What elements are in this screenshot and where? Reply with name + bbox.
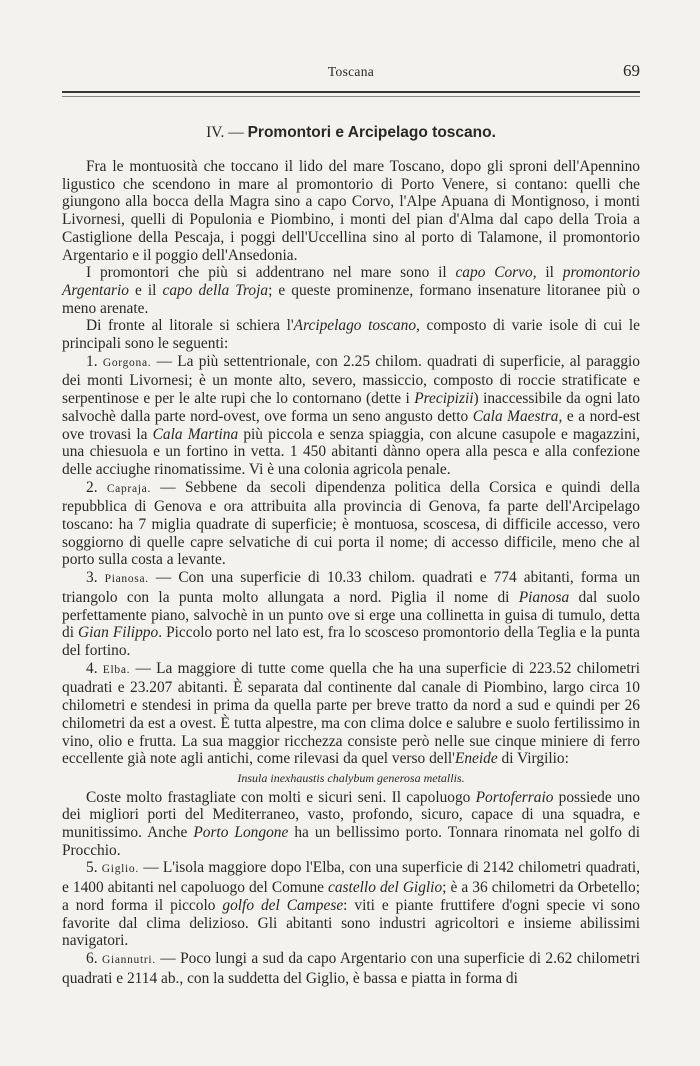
section-number: IV. —	[206, 124, 244, 141]
paragraph-elba: 4. Elba. — La maggiore di tutte come quella che ha una superficie di 223.52 chilometri quadrati e 23.207 abitanti. È separata dal continente dal canale di Piombino, largo circa 10 chilometri e stendesi in prima da quella parte per breve tratto da nord a sud e quindi per 26 chilometri da est a ovest. È tutta alpestre, ma con clima dolce e salubre e suolo fertilissimo in vino, olio e frutta. La sua maggior ricchezza consiste però nelle sue cinque miniere di ferro eccellente già note agli antichi, come rilevasi da quel verso dell'Eneide di Virgilio:	[62, 659, 640, 768]
header-rule	[62, 91, 640, 93]
header-rule-thin	[62, 96, 640, 97]
running-title: Toscana	[327, 64, 375, 79]
page-header	[62, 60, 640, 84]
paragraph-gorgona: 1. Gorgona. — La più settentrionale, con 2.25 chilom. quadrati di superficie, al paraggio dei monti Livornesi; è un monte alto, severo, massiccio, composto di roccie stratificate e serpentinose e per le alte rupi che lo contornano (dette i Precipizii) inaccessibile da ogni lato salvochè dalla parte nord-ovest, ove forma un seno angusto detto Cala Maestra, e a nord-est ove trovasi la Cala Martina più piccola e senza spiaggia, con alcune casupole e magazzini, una chiesuola e un fortino in vetta. 1 450 abitanti dànno opera alla pesca e alla confezione delle acciughe rinomatissime. Vi è una colonia agricola penale.	[62, 352, 641, 478]
paragraph-arcipelago: Di fronte al litorale si schiera l'Arcipelago toscano, composto di varie isole di cui le principali sono le seguenti:	[62, 317, 641, 353]
paragraph-pianosa: 3. Pianosa. — Con una superficie di 10.33 chilom. quadrati e 774 abitanti, forma un triangolo con la punta molto allungata a nord. Piglia il nome di Pianosa dal suolo perfettamente piano, salvochè in un punto ove si erge una collinetta in guisa di tumulo, detta di Gian Filippo. Piccolo porto nel lato est, fra lo scosceso promontorio della Teglia e la punta del fortino.	[62, 569, 641, 659]
paragraph-intro: Fra le montuosità che toccano il lido del mare Toscano, dopo gli sproni dell'Apennino ligustico che scendono in mare al promontorio di Porto Venere, si contano: quelli che giungono alla bocca della Magra sino a capo Corvo, l'Alpe Apuana di Montignoso, i monti Livornesi, quelli di Populonia e Piombino, i monti del pian d'Alma dal capo della Troia a Castiglione della Pescaja, i poggi dell'Uccellina sino al porto di Talamone, il promontorio Argentario e il poggio dell'Ansedonia.	[62, 158, 640, 264]
body-text	[62, 158, 640, 987]
virgil-quote: Insula inexhaustis chalybum generosa metallis.	[237, 770, 465, 785]
paragraph-giannutri: 6. Giannutri. — Poco lungi a sud da capo Argentario con una superficie di 2.62 chilometri quadrati e 2114 ab., con la suddetta del Giglio, è bassa e piatta in forma di	[62, 949, 640, 987]
paragraph-elba-coste: Coste molto frastagliate con molti e sicuri seni. Il capoluogo Portoferraio possiede uno dei migliori porti del Mediterraneo, vasto, profondo, sicuro, capace di una squadra, e munitissimo. Anche Porto Longone ha un bellissimo porto. Tonnara rinomata nel golfo di Procchio.	[62, 788, 640, 859]
section-heading	[62, 124, 640, 142]
paragraph-capraja: 2. Capraja. — Sebbene da secoli dipendenza politica della Corsica e quindi della repubblica di Genova e ora attribuita alla provincia di Genova, fa parte dell'Arcipelago toscano: ha 7 miglia quadrate di superficie; è montuosa, scoscesa, di difficile accesso, vero soggiorno di quelle capre selvatiche di cui porta il nome; di accesso difficile, meno che al porto sulla costa a levante.	[62, 478, 640, 569]
paragraph-promontori: I promontori che più si addentrano nel mare sono il capo Corvo, il promontorio Argentario e il capo della Troja; e queste prominenze, formano insenature litoranee più o meno arenate.	[62, 264, 640, 317]
paragraph-giglio: 5. Giglio. — L'isola maggiore dopo l'Elba, con una superficie di 2142 chilometri quadrati, e 1400 abitanti nel capoluogo del Comune castello del Giglio; è a 36 chilometri da Orbetello; a nord forma il piccolo golfo del Campese: viti e piante fruttifere d'ogni specie vi sono favorite dal clima delizioso. Gli abitanti sono industri agricoltori e insieme abilissimi navigatori.	[62, 859, 640, 950]
page-number: 69	[623, 61, 640, 80]
section-title: Promontori e Arcipelago toscano.	[247, 124, 496, 141]
